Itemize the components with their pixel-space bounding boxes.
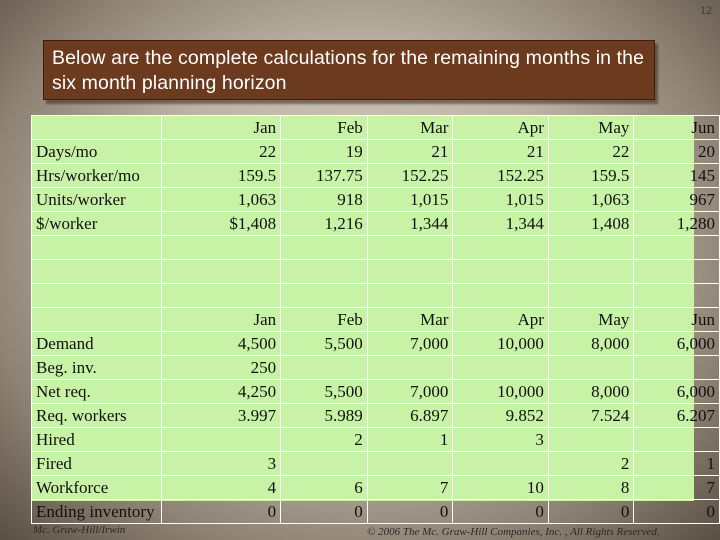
table-cell [367,452,453,476]
row-label: $/worker [32,212,162,236]
table-cell: 159.5 [548,164,634,188]
table-cell: 10,000 [453,332,549,356]
row-label: Days/mo [32,140,162,164]
table-cell: 1,280 [634,212,720,236]
table-cell [453,452,549,476]
table-cell: 3 [161,452,280,476]
table-cell: 8,000 [548,332,634,356]
table-cell: 0 [548,500,634,524]
table-cell: 6.897 [367,404,453,428]
table-cell [548,428,634,452]
table-row [32,500,720,524]
table-cell [453,356,549,380]
table2-header-cell [32,308,162,332]
table1-header-cell: Apr [453,116,549,140]
table-cell: 1 [367,428,453,452]
table-cell: 1 [634,452,720,476]
table-row [32,404,720,428]
table-cell: 4 [161,476,280,500]
table-cell: 21 [367,140,453,164]
table-cell: 19 [281,140,368,164]
table-cell: 152.25 [367,164,453,188]
table-cell: 10 [453,476,549,500]
footer-copyright: © 2006 The Mc. Graw-Hill Companies, Inc. , All Rights Reserved. [367,526,660,538]
table1-header-row [32,116,720,140]
table-cell: 0 [634,500,720,524]
table2-header-cell: Mar [367,308,453,332]
row-label: Units/worker [32,188,162,212]
table1-header-cell: Mar [367,116,453,140]
empty-cell [367,260,453,284]
table2-header-cell: Apr [453,308,549,332]
row-label: Ending inventory [32,500,162,524]
row-label: Hrs/worker/mo [32,164,162,188]
spacer-row [32,236,720,260]
empty-cell [634,236,720,260]
empty-cell [634,260,720,284]
table-cell: 2 [548,452,634,476]
table-cell [367,356,453,380]
footer-publisher: Mc. Graw-Hill/Irwin [33,524,126,536]
table-cell: 137.75 [281,164,368,188]
table-cell: 1,063 [161,188,280,212]
table-cell [281,356,368,380]
row-label: Demand [32,332,162,356]
table-cell: 1,015 [367,188,453,212]
table-cell: 5,500 [281,380,368,404]
empty-cell [548,236,634,260]
table-cell: 10,000 [453,380,549,404]
table2-header-cell: Feb [281,308,368,332]
table-cell: 0 [281,500,368,524]
table2-header-cell: Jan [161,308,280,332]
table-cell: 1,216 [281,212,368,236]
empty-cell [548,284,634,308]
table-cell: 7.524 [548,404,634,428]
slide-title: Below are the complete calculations for the remaining months in the six month planning horizon [52,47,645,94]
table1-header-cell: May [548,116,634,140]
empty-cell [367,236,453,260]
table-row [32,332,720,356]
table-cell: 8 [548,476,634,500]
table-row [32,356,720,380]
empty-cell [453,284,549,308]
spacer-row [32,260,720,284]
table-cell [634,356,720,380]
row-label: Workforce [32,476,162,500]
table-cell: 0 [367,500,453,524]
table-cell: 22 [161,140,280,164]
table1-header-cell: Jun [634,116,720,140]
table-cell [634,428,720,452]
empty-cell [548,260,634,284]
table-row [32,164,720,188]
table-cell: 0 [453,500,549,524]
table-row [32,188,720,212]
empty-cell [161,236,280,260]
empty-cell [161,284,280,308]
spacer-row [32,284,720,308]
slide-number: 12 [700,3,712,17]
table-cell: 22 [548,140,634,164]
table-cell: 967 [634,188,720,212]
table2-header-cell: May [548,308,634,332]
table-cell: 6 [281,476,368,500]
table-cell: 9.852 [453,404,549,428]
table-cell: 1,063 [548,188,634,212]
table-cell: 5.989 [281,404,368,428]
table-cell: 3.997 [161,404,280,428]
empty-cell [634,284,720,308]
title-box [43,40,655,100]
table-cell: 7,000 [367,332,453,356]
empty-cell [453,260,549,284]
table1-header-cell: Feb [281,116,368,140]
table-row [32,140,720,164]
table-row [32,452,720,476]
table-cell: 8,000 [548,380,634,404]
table-cell: 6,000 [634,332,720,356]
empty-cell [281,260,368,284]
table-cell: 7 [367,476,453,500]
empty-cell [32,284,162,308]
table-row [32,476,720,500]
table-cell: 21 [453,140,549,164]
table-cell: 250 [161,356,280,380]
table-cell: 20 [634,140,720,164]
table-cell: 1,344 [367,212,453,236]
table-cell: 3 [453,428,549,452]
table-row [32,428,720,452]
table-cell: 0 [161,500,280,524]
table-row [32,380,720,404]
table2-header-row [32,308,720,332]
row-label: Beg. inv. [32,356,162,380]
table-cell: 1,344 [453,212,549,236]
table-cell [161,428,280,452]
empty-cell [453,236,549,260]
table1-header-cell: Jan [161,116,280,140]
table-cell [548,356,634,380]
empty-cell [281,236,368,260]
table-cell: 918 [281,188,368,212]
row-label: Hired [32,428,162,452]
planning-table [31,115,720,524]
row-label: Fired [32,452,162,476]
table-cell: $1,408 [161,212,280,236]
table-cell: 7 [634,476,720,500]
table-cell: 4,250 [161,380,280,404]
empty-cell [281,284,368,308]
table-cell: 152.25 [453,164,549,188]
table-cell: 7,000 [367,380,453,404]
table1-header-cell [32,116,162,140]
table-cell: 2 [281,428,368,452]
table-cell: 5,500 [281,332,368,356]
table-cell: 6.207 [634,404,720,428]
table-cell: 6,000 [634,380,720,404]
row-label: Net req. [32,380,162,404]
table-cell [281,452,368,476]
table2-header-cell: Jun [634,308,720,332]
table-cell: 1,408 [548,212,634,236]
table-cell: 145 [634,164,720,188]
table-row [32,212,720,236]
table-cell: 159.5 [161,164,280,188]
empty-cell [161,260,280,284]
empty-cell [367,284,453,308]
empty-cell [32,260,162,284]
table-cell: 1,015 [453,188,549,212]
table-cell: 4,500 [161,332,280,356]
empty-cell [32,236,162,260]
row-label: Req. workers [32,404,162,428]
